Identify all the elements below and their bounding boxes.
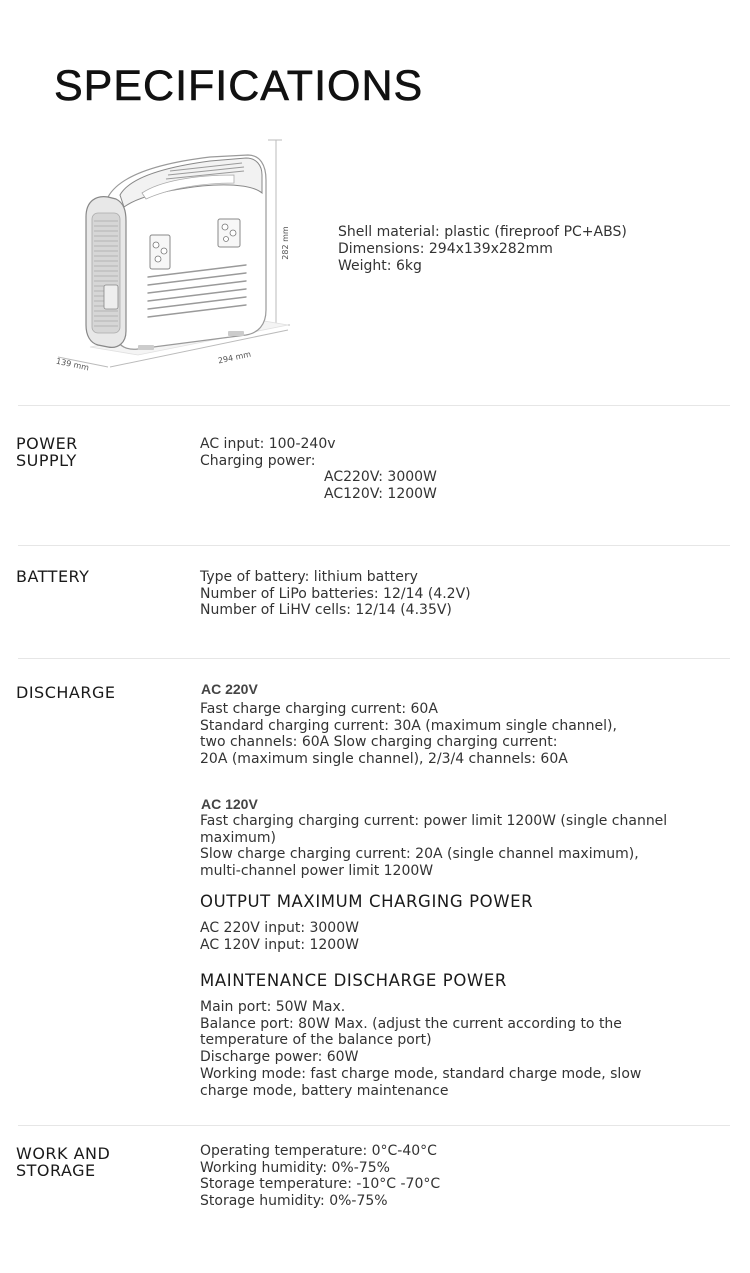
work-storage-label: WORK AND STORAGE bbox=[16, 1144, 111, 1180]
section-divider bbox=[18, 1125, 730, 1126]
storage-temperature: Storage temperature: -10°C -70°C bbox=[200, 1176, 441, 1193]
dimensions: Dimensions: 294x139x282mm bbox=[338, 241, 553, 257]
ac120-power: AC120V: 1200W bbox=[324, 486, 437, 503]
section-divider bbox=[18, 545, 730, 546]
lihv-count: Number of LiHV cells: 12/14 (4.35V) bbox=[200, 602, 452, 619]
battery-label: BATTERY bbox=[16, 567, 90, 586]
depth-dimension-label: 139 mm bbox=[55, 356, 90, 373]
battery-details bbox=[200, 569, 471, 619]
section-divider bbox=[18, 658, 730, 659]
section-divider bbox=[18, 405, 730, 406]
ac220-power: AC220V: 3000W bbox=[324, 469, 437, 486]
output-max-charging-details: AC 220V input: 3000W AC 120V input: 1200W bbox=[200, 920, 359, 953]
power-supply-label: POWER SUPPLY bbox=[16, 434, 78, 470]
ac120-details: Fast charging charging current: power limit 1200W (single channel maximum) Slow charge charging current: 20A (single channel maximum), multi-channel power limit 1200W bbox=[200, 813, 668, 880]
maintenance-discharge-details: Main port: 50W Max. Balance port: 80W Max. (adjust the current according to the temperature of the balance port) Discharge power: 60W Working mode: fast charge mode, standard charge mode, slow charge mode, battery maintenance bbox=[200, 999, 642, 1099]
lipo-count: Number of LiPo batteries: 12/14 (4.2V) bbox=[200, 585, 471, 602]
charging-power: Charging power: bbox=[200, 452, 316, 469]
ac220-details: Fast charge charging current: 60A Standard charging current: 30A (maximum single channel), two channels: 60A Slow charging charging current: 20A (maximum single channel), 2/3/4 channels: 60A bbox=[200, 701, 617, 768]
ac120-heading: AC 120V bbox=[201, 796, 258, 812]
battery-type: Type of battery: lithium battery bbox=[200, 569, 418, 585]
work-storage-details bbox=[200, 1143, 440, 1210]
working-humidity: Working humidity: 0%-75% bbox=[200, 1159, 390, 1176]
discharge-label: DISCHARGE bbox=[16, 683, 116, 702]
ac220-heading: AC 220V bbox=[201, 681, 258, 697]
width-dimension-label: 294 mm bbox=[217, 349, 252, 366]
maintenance-discharge-heading: MAINTENANCE DISCHARGE POWER bbox=[200, 971, 507, 990]
height-dimension-label: 282 mm bbox=[281, 226, 290, 260]
shell-material: Shell material: plastic (fireproof PC+ABS) bbox=[338, 224, 627, 240]
weight: Weight: 6kg bbox=[338, 258, 422, 274]
storage-humidity: Storage humidity: 0%-75% bbox=[200, 1193, 388, 1210]
shell-specs bbox=[338, 224, 627, 275]
ac-input: AC input: 100-240v bbox=[200, 436, 336, 452]
page-title: SPECIFICATIONS bbox=[54, 62, 424, 110]
output-max-charging-heading: OUTPUT MAXIMUM CHARGING POWER bbox=[200, 892, 534, 911]
power-supply-details bbox=[200, 436, 437, 503]
product-illustration bbox=[50, 135, 310, 385]
operating-temperature: Operating temperature: 0°C-40°C bbox=[200, 1143, 437, 1159]
